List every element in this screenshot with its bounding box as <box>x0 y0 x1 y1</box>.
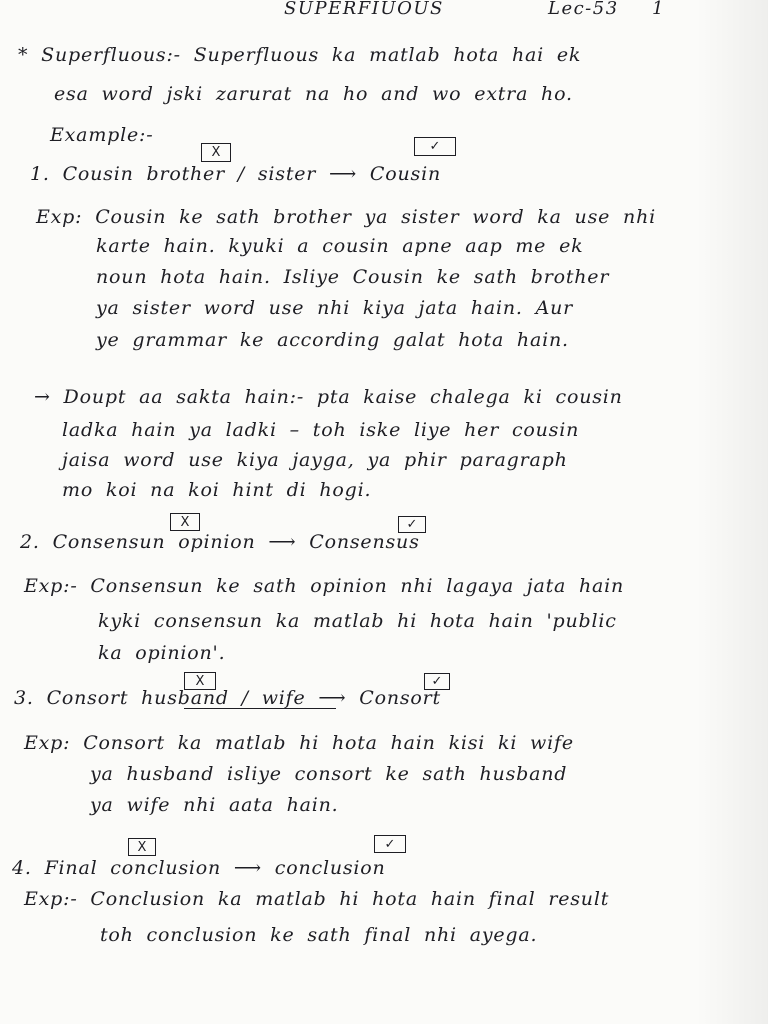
definition-line-2: esa word jski zarurat na ho and wo extra ho. <box>54 83 573 105</box>
example-3-title: 3. Consort husband / wife ⟶ Consort <box>14 687 441 709</box>
example-2-exp-2: kyki consensun ka matlab hi hota hain 'public <box>98 610 617 632</box>
page-title: SUPERFIUOUS <box>284 0 444 19</box>
example-heading: Example:- <box>50 124 154 146</box>
right-mark-box: ✓ <box>374 835 406 853</box>
wrong-mark-box: X <box>201 143 231 162</box>
doubt-line-3: jaisa word use kiya jayga, ya phir paragraph <box>62 449 568 471</box>
example-3-exp-1: Exp: Consort ka matlab hi hota hain kisi ki wife <box>24 732 574 754</box>
example-1-exp-1: Exp: Cousin ke sath brother ya sister word ka use nhi <box>36 206 656 228</box>
example-3-exp-3: ya wife nhi aata hain. <box>90 794 339 816</box>
example-2-exp-1: Exp:- Consensun ke sath opinion nhi lagaya jata hain <box>24 575 625 597</box>
example-4-exp-1: Exp:- Conclusion ka matlab hi hota hain final result <box>24 888 610 910</box>
wrong-mark-box: X <box>128 838 156 856</box>
page-number: 1 <box>652 0 665 19</box>
doubt-line-4: mo koi na koi hint di hogi. <box>62 479 372 501</box>
example-3-exp-2: ya husband isliye consort ke sath husband <box>90 763 568 785</box>
example-2-exp-3: ka opinion'. <box>98 642 226 664</box>
right-mark-box: ✓ <box>424 673 450 690</box>
right-mark-box: ✓ <box>398 516 426 533</box>
example-1-exp-5: ye grammar ke according galat hota hain. <box>96 329 569 351</box>
example-1-exp-4: ya sister word use nhi kiya jata hain. Aur <box>96 297 574 319</box>
doubt-line-2: ladka hain ya ladki – toh iske liye her cousin <box>62 419 580 441</box>
title-underline <box>184 708 336 709</box>
example-4-exp-2: toh conclusion ke sath final nhi ayega. <box>100 924 538 946</box>
page-edge-shadow <box>696 0 768 1024</box>
example-1-exp-3: noun hota hain. Isliye Cousin ke sath brother <box>96 266 610 288</box>
right-mark-box: ✓ <box>414 137 456 156</box>
example-1-title: 1. Cousin brother / sister ⟶ Cousin <box>30 163 441 185</box>
doubt-line-1: → Doupt aa sakta hain:- pta kaise chalega ki cousin <box>34 386 623 408</box>
lecture-number: Lec-53 <box>548 0 619 19</box>
example-2-title: 2. Consensun opinion ⟶ Consensus <box>20 531 420 553</box>
wrong-mark-box: X <box>184 672 216 690</box>
wrong-mark-box: X <box>170 513 200 531</box>
example-4-title: 4. Final conclusion ⟶ conclusion <box>12 857 386 879</box>
definition-line-1: * Superfluous:- Superfluous ka matlab hota hai ek <box>18 44 582 66</box>
example-1-exp-2: karte hain. kyuki a cousin apne aap me ek <box>96 235 584 257</box>
